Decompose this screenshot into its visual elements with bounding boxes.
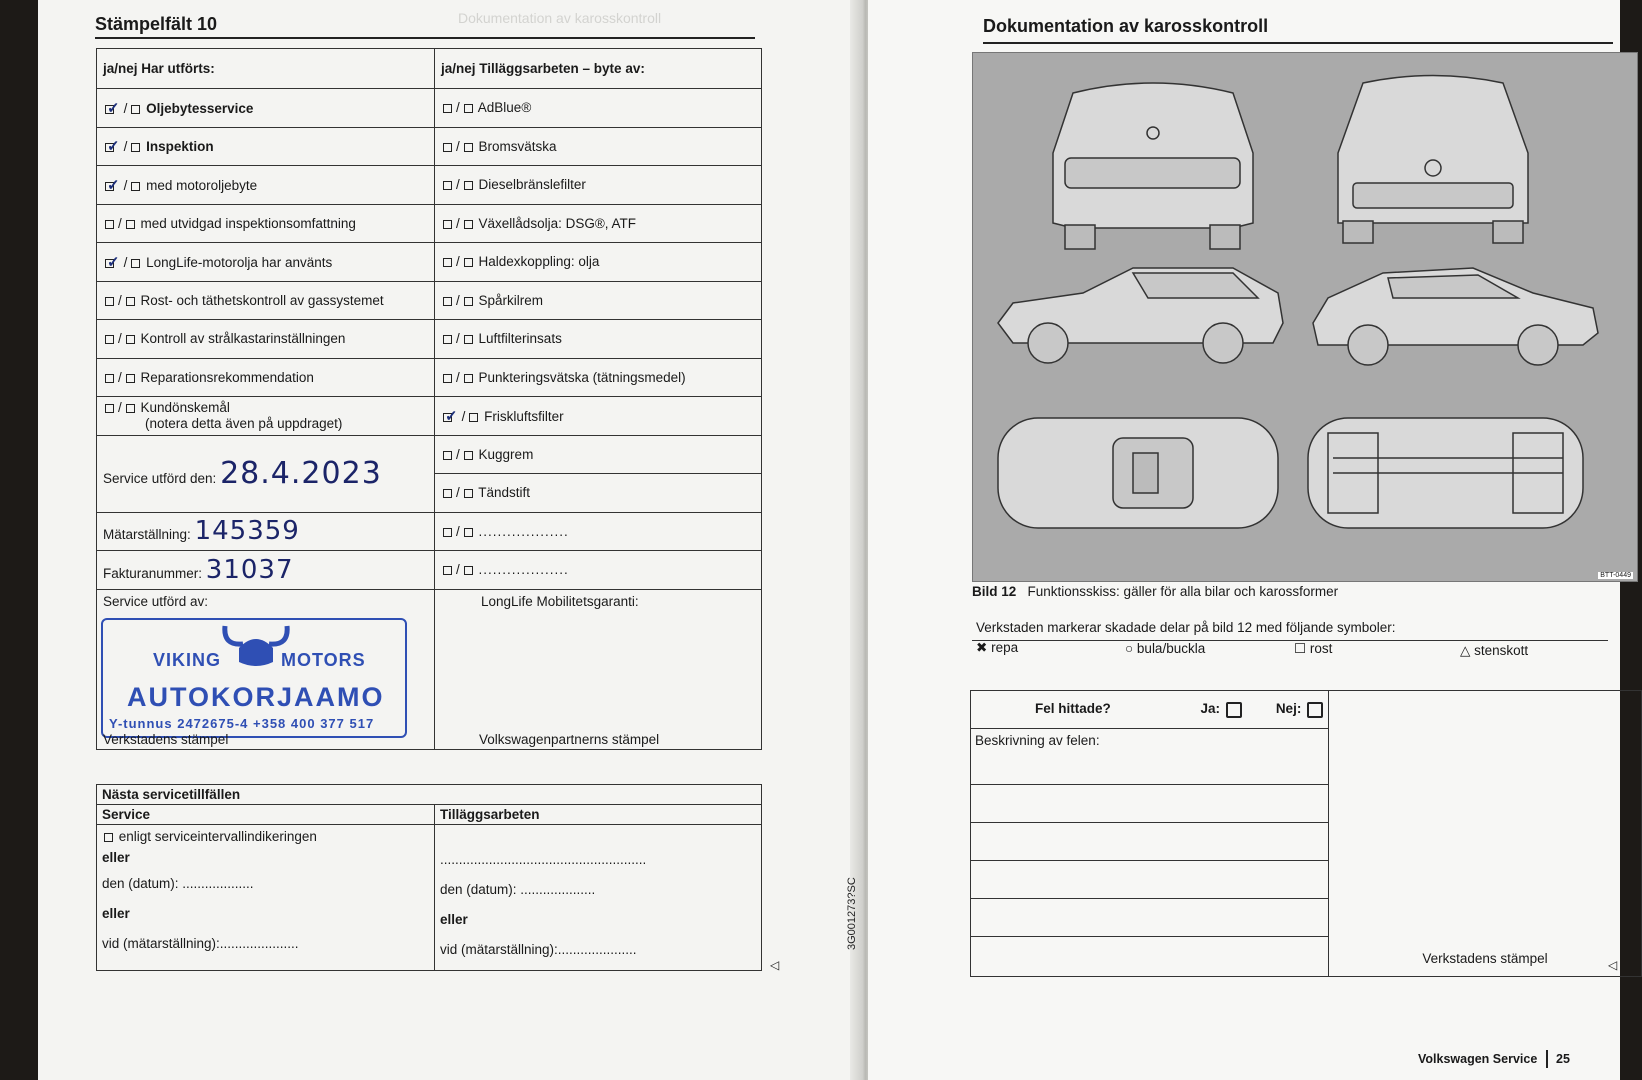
bleed-through-text: Dokumentation av karosskontroll — [458, 10, 662, 26]
ja-checkbox[interactable] — [1226, 702, 1242, 718]
sketch-code: BTT-0449 — [1600, 572, 1631, 579]
body-sketch-figure — [972, 52, 1638, 582]
eller-2: eller — [102, 906, 130, 921]
row-belt[interactable]: / Spårkilrem — [435, 281, 762, 320]
figure-caption: Bild 12 Funktionsskiss: gäller för alla bilar och karossformer — [972, 584, 1339, 599]
row-haldex[interactable]: / Haldexkoppling: olja — [435, 243, 762, 282]
longlife-cell — [435, 589, 762, 749]
eller-3: eller — [440, 912, 468, 927]
nej-checkbox[interactable] — [1307, 702, 1323, 718]
symbol-dent: ○ bula/buckla — [1125, 641, 1206, 656]
extra-odo-field[interactable]: vid (mätarställning):..................... — [440, 942, 637, 957]
odometer-value: 145359 — [194, 516, 300, 547]
stamp-line2: AUTOKORJAAMO — [127, 681, 385, 712]
row-customer-request[interactable]: / Kundönskemål (notera detta även på uppdraget) — [97, 397, 435, 436]
left-page — [38, 0, 858, 1080]
row-blank-1[interactable]: / ................... — [435, 512, 762, 551]
footer-brand: Volkswagen Service — [1418, 1052, 1538, 1066]
right-workshop-stamp-cell — [1329, 691, 1642, 977]
row-longlife-oil[interactable]: ✓ / LongLife-motorolja har använts — [97, 243, 435, 282]
next-odo-field[interactable]: vid (mätarställning):..................... — [102, 936, 299, 951]
performed-by-label: Service utförd av: — [103, 593, 209, 609]
booklet-spread — [38, 0, 1631, 1080]
defects-question: Fel hittade? — [1035, 701, 1111, 717]
next-col-service: Service — [97, 805, 435, 825]
eller-1: eller — [102, 850, 130, 865]
row-spark-plug[interactable]: / Tändstift — [435, 474, 762, 513]
stamp-line3: Y-tunnus 2472675-4 +358 400 377 517 — [109, 715, 375, 731]
row-blank-2[interactable]: / ................... — [435, 551, 762, 590]
defects-question-cell — [971, 691, 1329, 729]
vw-partner-stamp-label: Volkswagenpartnerns stämpel — [479, 731, 660, 747]
workshop-stamp-label: Verkstadens stämpel — [103, 731, 229, 747]
row-oil-change[interactable]: ✓ / med motoroljebyte — [97, 166, 435, 205]
defects-table — [970, 690, 1642, 977]
row-air-filter[interactable]: / Luftfilterinsats — [435, 320, 762, 359]
next-date-field[interactable]: den (datum): ................... — [102, 876, 254, 891]
description-line-2[interactable] — [971, 823, 1329, 861]
symbol-scratch: ✖ repa — [976, 640, 1019, 655]
header-extra-work: ja/nej Tilläggsarbeten – byte av: — [435, 49, 762, 89]
title-underline — [95, 37, 755, 39]
next-service-title: Nästa servicetillfällen — [97, 785, 762, 805]
right-workshop-stamp-label: Verkstadens stämpel — [1422, 951, 1548, 966]
next-service-table — [96, 784, 762, 971]
nej-label: Nej: — [1275, 701, 1302, 717]
interval-checkbox[interactable] — [104, 833, 113, 842]
description-label: Beskrivning av felen: — [975, 733, 1100, 748]
side-code: 3G001273?SC — [846, 877, 858, 950]
footer-divider — [1546, 1050, 1548, 1068]
row-extended-inspection[interactable]: / med utvidgad inspektionsomfattning — [97, 204, 435, 243]
interval-option: enligt serviceintervallindikeringen — [118, 829, 317, 844]
row-diesel-filter[interactable]: / Dieselbränslefilter — [435, 166, 762, 205]
symbol-stone-chip: △ stenskott — [1460, 643, 1529, 658]
invoice-label: Fakturanummer: — [103, 565, 203, 581]
service-date-value: 28.4.2023 — [220, 456, 382, 491]
row-adblue[interactable]: / AdBlue® — [435, 89, 762, 128]
invoice-value: 31037 — [205, 554, 294, 585]
description-line-1[interactable] — [971, 785, 1329, 823]
service-date-cell[interactable] — [97, 435, 435, 512]
next-service-cell — [97, 825, 435, 971]
right-triangle-marker-icon: ◁ — [1608, 958, 1618, 972]
row-puncture-fluid[interactable]: / Punkteringsvätska (tätningsmedel) — [435, 358, 762, 397]
row-gearbox-oil[interactable]: / Växellådsolja: DSG®, ATF — [435, 204, 762, 243]
next-col-extra: Tilläggsarbeten — [435, 805, 762, 825]
row-inspection[interactable]: ✓ / Inspektion — [97, 127, 435, 166]
description-line-3[interactable] — [971, 861, 1329, 899]
right-page — [868, 0, 1631, 1080]
performed-by-cell — [97, 589, 435, 749]
row-cabin-filter[interactable]: ✓ / Friskluftsfilter — [435, 397, 762, 436]
right-title-underline — [983, 42, 1613, 44]
stamp-line1a: VIKING — [153, 649, 222, 670]
row-headlight[interactable]: / Kontroll av strålkastarinställningen — [97, 320, 435, 359]
next-extra-cell — [435, 825, 762, 971]
triangle-marker-icon: ◁ — [770, 958, 780, 972]
page-title: Stämpelfält 10 — [95, 14, 218, 34]
description-row[interactable] — [971, 729, 1329, 785]
extra-date-field[interactable]: den (datum): .................... — [440, 882, 596, 897]
ja-label: Ja: — [1200, 701, 1221, 717]
invoice-cell[interactable] — [97, 551, 435, 590]
stamp-line1b: MOTORS — [281, 649, 366, 670]
stamp-field-table — [96, 48, 762, 750]
description-line-4[interactable] — [971, 899, 1329, 937]
row-timing-belt[interactable]: / Kuggrem — [435, 435, 762, 474]
odometer-label: Mätarställning: — [103, 527, 191, 543]
description-line-5[interactable] — [971, 937, 1329, 977]
extra-dots-field[interactable]: ....................................................... — [440, 852, 647, 867]
odometer-cell[interactable] — [97, 512, 435, 551]
page-number: 25 — [1556, 1052, 1570, 1066]
service-date-label: Service utförd den: — [103, 471, 217, 486]
instruction-underline — [972, 640, 1608, 641]
header-performed: ja/nej Har utförts: — [97, 49, 435, 89]
car-sketch-icon — [973, 53, 1639, 583]
symbols-instruction: Verkstaden markerar skadade delar på bild 12 med följande symboler: — [976, 620, 1396, 635]
row-oil-service[interactable]: ✓ / Oljebytesservice — [97, 89, 435, 128]
row-repair-recommendation[interactable]: / Reparationsrekommendation — [97, 358, 435, 397]
symbol-rust: ☐ rost — [1294, 641, 1333, 656]
longlife-label: LongLife Mobilitetsgaranti: — [481, 593, 639, 609]
row-brake-fluid[interactable]: / Bromsvätska — [435, 127, 762, 166]
workshop-stamp-image — [101, 618, 407, 738]
row-gas-system[interactable]: / Rost- och täthetskontroll av gassystemet — [97, 281, 435, 320]
right-page-title: Dokumentation av karosskontroll — [983, 16, 1269, 36]
